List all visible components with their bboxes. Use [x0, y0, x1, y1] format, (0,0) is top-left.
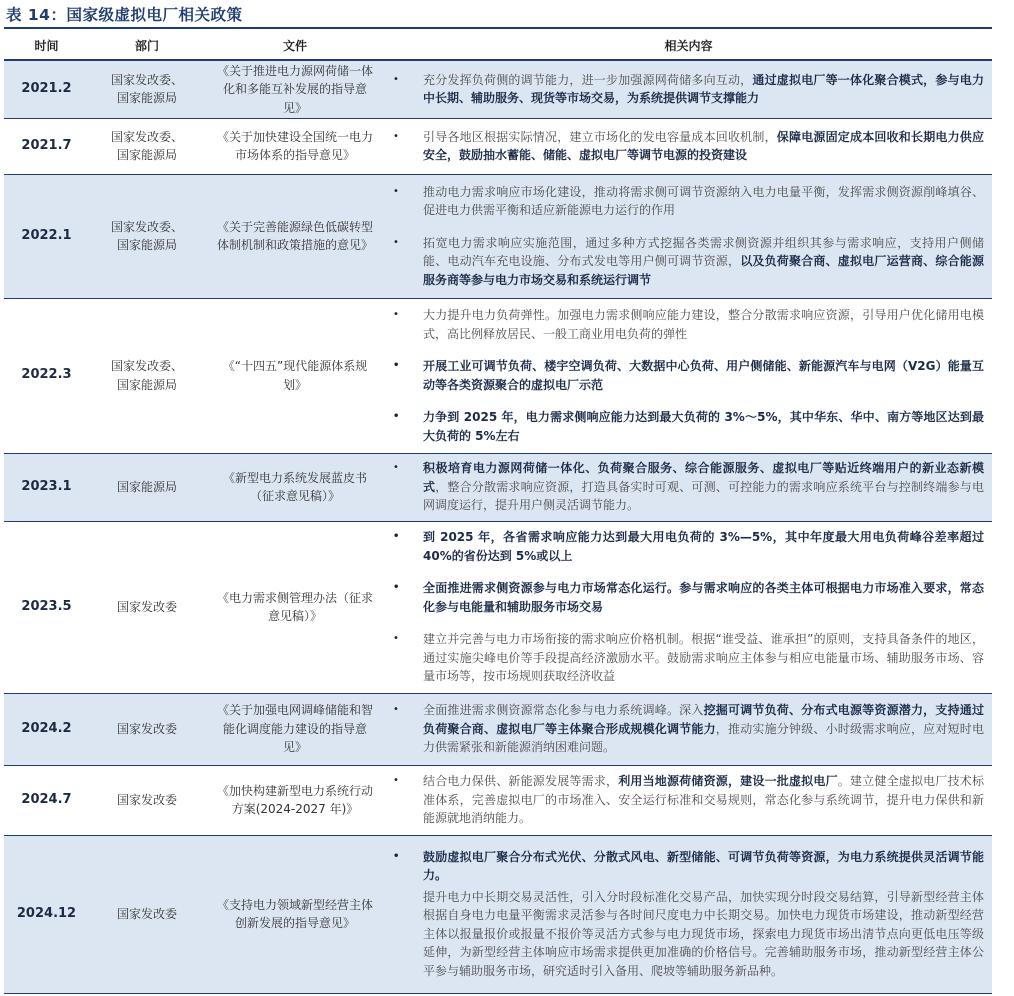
row-dept [89, 298, 205, 453]
text-normal: 推动电力需求响应市场化建设，推动将需求侧可调节资源纳入电力电量平衡，发挥需求侧资源削峰填谷、促进电力供需平衡和适应新能源电力运行的作用 [423, 184, 984, 218]
table-row [4, 118, 992, 174]
bullet-icon: • [393, 309, 399, 320]
dept-line: 国家发改委 [116, 792, 177, 807]
row-time: 2022.1 [4, 174, 89, 298]
row-doc: 《支持电力领域新型经营主体创新发展的指导意见》 [205, 835, 385, 993]
dept-line: 国家能源局 [116, 377, 177, 392]
row-content [385, 693, 992, 765]
row-dept [89, 521, 205, 693]
bullet-item [385, 125, 984, 168]
row-doc: 《关于完善能源绿色低碳转型体制机制和政策措施的意见》 [205, 174, 385, 298]
text-bold: 鼓励虚拟电厂聚合分布式光伏、分散式风电、新型储能、可调节负荷等资源，为电力系统提供灵活调节能力。 [423, 849, 984, 883]
bullet-icon: • [393, 185, 399, 197]
bullet-item [385, 231, 984, 293]
dept-line: 国家发改委、 [110, 72, 183, 87]
table-row [4, 174, 992, 298]
bullet-item [385, 769, 984, 831]
bullet-icon: • [393, 850, 400, 862]
text-bold: 全面推进需求侧资源参与电力市场常态化运行。参与需求响应的各类主体可根据电力市场准入要求，常态化参与电能量和辅助服务市场交易 [423, 581, 984, 614]
text-normal: 建立并完善与电力市场衔接的需求响应价格机制。根据“谁受益、谁承担”的原则，支持具备条件的地区，通过实施尖峰电价等手段提高经济激励水平。鼓励需求响应主体参与相应电能量市场、辅助服务市场、容量市场等，按市场规则获取经济收益 [423, 632, 984, 684]
bullet-item [385, 180, 984, 223]
row-doc: 《“十四五”现代能源体系规划》 [205, 298, 385, 453]
bullet-item [385, 845, 984, 888]
text-normal: 全面推进需求侧资源常态化参与电力系统调峰。深入 [423, 703, 704, 718]
bullet-icon: • [393, 360, 400, 371]
row-time: 2021.7 [4, 118, 89, 174]
row-content [385, 60, 992, 118]
text-normal: 。建立健全虚拟电厂技术标准体系，完善虚拟电厂的市场准入、安全运行标准和交易规则，常态化参与系统调节，提升电力保供和新能源就地消纳能力。 [423, 774, 984, 826]
row-doc: 《关于加强电网调峰储能和智能化调度能力建设的指导意见》 [205, 693, 385, 765]
table-title: 表 14：国家级虚拟电厂相关政策 [6, 6, 243, 24]
text-bold: 积极培育电力源网荷储一体化、负荷聚合服务、综合能源服务、虚拟电厂等贴近终端用户的新业态新模式 [423, 461, 984, 494]
row-doc: 《新型电力系统发展蓝皮书（征求意见稿）》 [205, 453, 385, 521]
bullet-icon: • [393, 236, 399, 248]
row-doc: 《关于推进电力源网荷储一体化和多能互补发展的指导意见》 [205, 60, 385, 118]
dept-line: 国家能源局 [116, 479, 177, 494]
bullet-item [385, 627, 984, 689]
text-normal: ，整合分散需求响应资源，打造具备实时可观、可测、可控能力的需求响应系统平台与控制终端参与电网调度运行，提升用户侧灵活调节能力。 [423, 479, 984, 513]
bullet-item [385, 576, 984, 619]
row-dept [89, 835, 205, 993]
row-time: 2024.12 [4, 835, 89, 993]
text-bold: 到 2025 年，各省需求响应能力达到最大用电负荷的 3%—5%，其中年度最大用电负荷峰谷差率超过 40%的省份达到 5%或以上 [423, 530, 984, 563]
row-doc: 《加快构建新型电力系统行动方案(2024-2027 年)》 [205, 765, 385, 835]
text-bold: 以及负荷聚合商、虚拟电厂运营商、综合能源服务商等参与电力市场交易和系统运行调节 [423, 254, 984, 287]
row-doc: 《电力需求侧管理办法（征求意见稿）》 [205, 521, 385, 693]
table-row [4, 298, 992, 453]
row-time: 2021.2 [4, 60, 89, 118]
dept-line: 国家发改委 [116, 906, 177, 921]
row-dept [89, 453, 205, 521]
row-time: 2024.7 [4, 765, 89, 835]
header-dept: 部门 [89, 31, 205, 60]
bullet-icon: • [393, 582, 400, 594]
dept-line: 国家发改委 [116, 599, 177, 614]
row-dept [89, 174, 205, 298]
row-content [385, 118, 992, 174]
text-bold: 通过虚拟电厂等一体化聚合模式，参与电力中长期、辅助服务、现货等市场交易，为系统提供调节支撑能力 [423, 72, 984, 106]
text-normal: 引导各地区根据实际情况，建立市场化的发电容量成本回收机制， [423, 129, 777, 144]
bullet-item [385, 698, 984, 760]
row-doc: 《关于加快建设全国统一电力市场体系的指导意见》 [205, 118, 385, 174]
dept-line: 国家发改委、 [110, 359, 183, 373]
text-normal: 充分发挥负荷侧的调节能力，进一步加强源网荷储多向互动， [423, 72, 753, 87]
row-dept [89, 693, 205, 765]
bullet-icon: • [393, 130, 399, 142]
row-time: 2024.2 [4, 693, 89, 765]
bullet-item [385, 354, 984, 397]
dept-line: 国家能源局 [116, 91, 177, 106]
bullet-item [385, 68, 984, 111]
dept-line: 国家发改委、 [110, 129, 183, 144]
row-content [385, 453, 992, 521]
text-bold: 力争到 2025 年，电力需求侧响应能力达到最大负荷的 3%～5%，其中华东、华中、南方等地区达到最大负荷的 5%左右 [423, 410, 984, 443]
row-time: 2023.1 [4, 453, 89, 521]
bullet-icon: • [393, 633, 399, 645]
table-row [4, 693, 992, 765]
row-time: 2023.5 [4, 521, 89, 693]
dept-line: 国家能源局 [116, 238, 177, 252]
bullet-item [385, 888, 984, 984]
row-dept [89, 118, 205, 174]
row-dept [89, 60, 205, 118]
row-time: 2022.3 [4, 298, 89, 453]
bullet-icon: • [393, 462, 399, 474]
text-normal: 拓宽电力需求响应实施范围，通过多种方式挖掘各类需求侧资源并组织其参与需求响应，支持用户侧储能、电动汽车充电设施、分布式发电等用户侧可调节资源， [423, 235, 984, 269]
header-time: 时间 [4, 31, 89, 60]
text-normal: ，推动实施分钟级、小时级需求响应，应对短时电力供需紧张和新能源消纳困难问题。 [423, 721, 984, 755]
bullet-icon: • [393, 531, 400, 543]
header-doc: 文件 [205, 31, 385, 60]
table-row [4, 835, 992, 993]
bullet-icon: • [393, 73, 399, 85]
policy-table [4, 31, 992, 994]
row-content [385, 835, 992, 993]
table-row [4, 60, 992, 118]
text-bold: 保障电源固定成本回收和长期电力供应安全，鼓励抽水蓄能、储能、虚拟电厂等调节电源的投资建设 [423, 129, 984, 162]
dept-line: 国家能源局 [116, 148, 177, 162]
row-content [385, 174, 992, 298]
row-content [385, 765, 992, 835]
table-row [4, 453, 992, 521]
text-normal: 大力提升电力负荷弹性。加强电力需求侧响应能力建设，整合分散需求响应资源，引导用户优化储用电模式，高比例释放居民、一般工商业用电负荷的弹性 [423, 308, 984, 341]
bullet-item [385, 525, 984, 568]
text-normal: 提升电力中长期交易灵活性，引入分时段标准化交易产品，加快实现分时段交易结算，引导新型经营主体根据自身电力电量平衡需求灵活参与各时间尺度电力中长期交易。加快电力现货市场建设，推动新型经营主体以报量报价或报量不报价等灵活方式参与电力现货市场，探索电力现货市场出清节点向更低电压等级延伸，为新型经营主体响应市场需求提供更加准确的价格信号。完善辅助服务市场，推动新型经营主体公平参与辅助服务市场，研究适时引入备用、爬坡等辅助服务新品种。 [423, 889, 984, 978]
bullet-item [385, 303, 984, 346]
row-content [385, 521, 992, 693]
header-content: 相关内容 [385, 31, 992, 60]
table-row [4, 521, 992, 693]
bullet-item [385, 405, 984, 448]
bullet-item [385, 456, 984, 518]
text-bold: 挖掘可调节负荷、分布式电源等资源潜力，支持通过负荷聚合商、虚拟电厂等主体聚合形成规模化调节能力 [423, 703, 984, 736]
bullet-icon: • [393, 704, 399, 716]
dept-line: 国家发改委 [116, 721, 177, 736]
bullet-icon: • [393, 775, 399, 787]
title-rule [4, 27, 992, 29]
table-row [4, 765, 992, 835]
bullet-icon: • [393, 411, 400, 422]
text-bold: 开展工业可调节负荷、楼宇空调负荷、大数据中心负荷、用户侧储能、新能源汽车与电网（V2G）能量互动等各类资源聚合的虚拟电厂示范 [423, 359, 984, 392]
text-bold: 利用当地源荷储资源，建设一批虚拟电厂 [618, 774, 838, 789]
text-normal: 结合电力保供、新能源发展等需求， [423, 774, 619, 789]
row-content [385, 298, 992, 453]
dept-line: 国家发改委、 [110, 219, 183, 234]
row-dept [89, 765, 205, 835]
header-row [4, 31, 992, 60]
